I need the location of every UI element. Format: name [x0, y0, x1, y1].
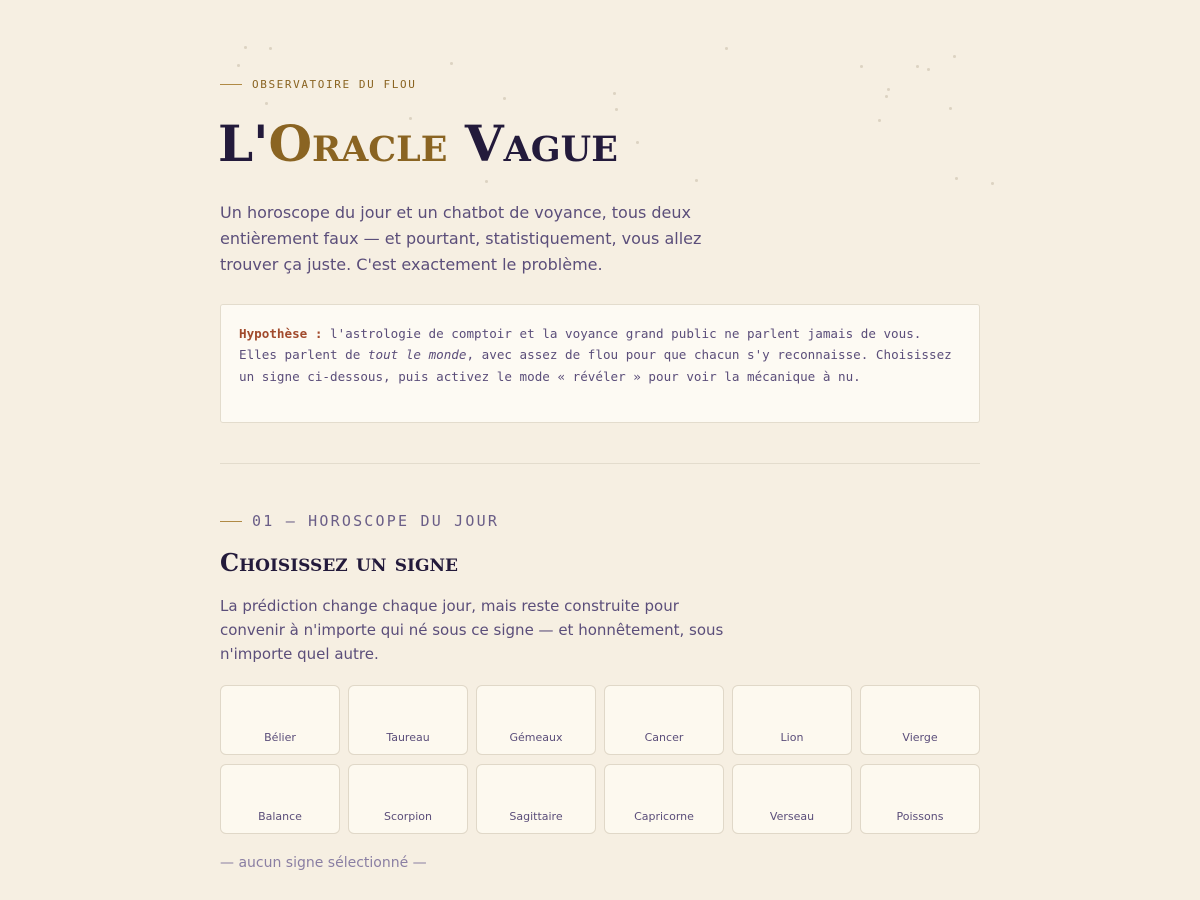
sign-card-scorpion[interactable]: Scorpion	[348, 764, 468, 834]
star-dot	[878, 119, 881, 122]
sign-card-balance[interactable]: Balance	[220, 764, 340, 834]
hypothesis-text-start: l'astrologie de comptoir et la voyance grand public ne parlent jamais de vous. Elles parlent de	[239, 326, 922, 363]
hypothesis-text-end: , avec assez de flou pour que chacun s'y reconnaisse. Choisissez un signe ci-dessous, puis activez le mode « révéler » pour voir la mécanique à nu.	[239, 347, 952, 384]
section-eyebrow-text: 01 — HOROSCOPE DU JOUR	[252, 512, 500, 530]
star-dot	[927, 68, 930, 71]
hypothesis-emphasis: tout le monde	[367, 347, 467, 363]
eyebrow-rule	[220, 84, 242, 85]
star-dot	[949, 107, 952, 110]
star-dot	[269, 47, 272, 50]
sign-grid	[220, 685, 980, 834]
section-description: La prédiction change chaque jour, mais reste construite pour convenir à n'importe qui né sous ce signe — et honnêtement, sous n'importe quel autre.	[220, 597, 724, 663]
section-eyebrow-rule	[220, 521, 242, 522]
sign-card-sagittaire[interactable]: Sagittaire	[476, 764, 596, 834]
sign-card-cancer[interactable]: Cancer	[604, 685, 724, 755]
star-dot	[265, 102, 268, 105]
sign-card-vierge[interactable]: Vierge	[860, 685, 980, 755]
star-dot	[244, 46, 247, 49]
selection-status: — aucun signe sélectionné —	[220, 855, 427, 871]
star-dot	[695, 179, 698, 182]
star-dot	[885, 95, 888, 98]
section-divider	[220, 463, 980, 464]
star-dot	[485, 180, 488, 183]
sign-card-verseau[interactable]: Verseau	[732, 764, 852, 834]
intro-text: Un horoscope du jour et un chatbot de voyance, tous deux entièrement faux — et pourtant, statistiquement, vous allez trouver ça juste. C'est exactement le problème.	[220, 203, 702, 274]
page-title	[218, 112, 618, 176]
star-dot	[887, 88, 890, 91]
sign-card-poissons[interactable]: Poissons	[860, 764, 980, 834]
title-prefix: L'	[218, 114, 269, 173]
sign-card-taureau[interactable]: Taureau	[348, 685, 468, 755]
star-dot	[991, 182, 994, 185]
hypothesis-box	[220, 304, 980, 423]
star-dot	[636, 141, 639, 144]
sign-card-capricorne[interactable]: Capricorne	[604, 764, 724, 834]
star-dot	[615, 108, 618, 111]
star-dot	[237, 64, 240, 67]
star-dot	[725, 47, 728, 50]
star-dot	[503, 97, 506, 100]
hypothesis-label: Hypothèse :	[239, 326, 323, 341]
star-dot	[450, 62, 453, 65]
section-title: Choisissez un signe	[220, 548, 459, 577]
sign-card-gemeaux[interactable]: Gémeaux	[476, 685, 596, 755]
eyebrow	[220, 78, 416, 91]
star-dot	[916, 65, 919, 68]
star-dot	[955, 177, 958, 180]
star-dot	[613, 92, 616, 95]
title-highlight: Oracle	[268, 114, 448, 173]
sign-card-lion[interactable]: Lion	[732, 685, 852, 755]
section-eyebrow	[220, 512, 499, 530]
star-dot	[953, 55, 956, 58]
eyebrow-text: OBSERVATOIRE DU FLOU	[252, 78, 417, 91]
star-dot	[860, 65, 863, 68]
sign-card-belier[interactable]: Bélier	[220, 685, 340, 755]
title-suffix: Vague	[447, 114, 618, 173]
